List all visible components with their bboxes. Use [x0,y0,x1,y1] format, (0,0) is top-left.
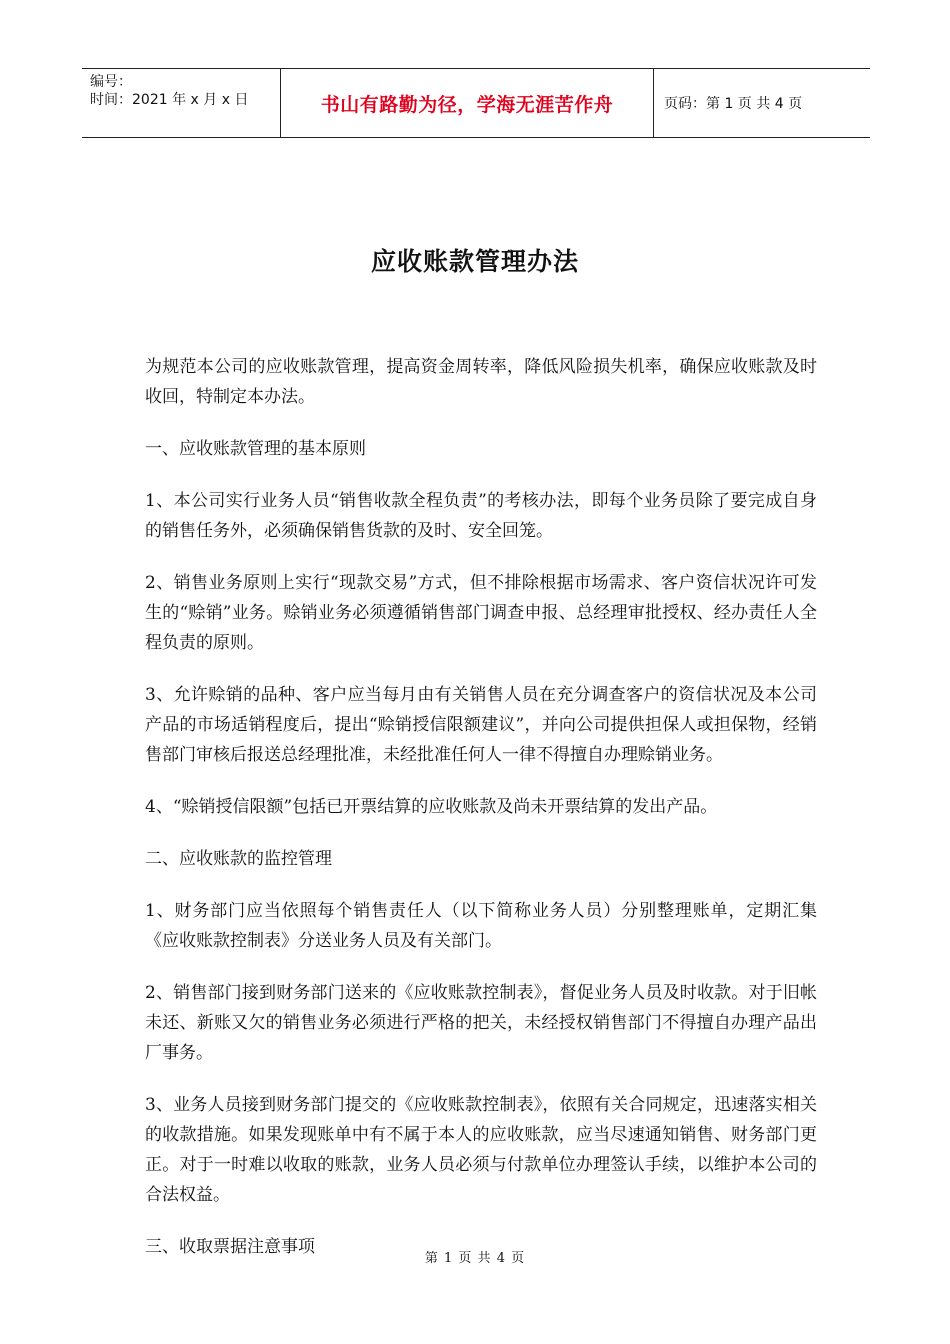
paragraph-1-1: 1、本公司实行业务人员“销售收款全程负责”的考核办法，即每个业务员除了要完成自身的销售任务外，必须确保销售货款的及时、安全回笼。 [145,491,817,541]
header-page-info: 页码：第 1 页 共 4 页 [664,96,803,112]
section-heading-3: 三、收取票据注意事项 [145,1237,315,1257]
document-body [145,352,817,1284]
document-date: 时间：2021 年 x 月 x 日 [90,92,249,108]
header-motto: 书山有路勤为径，学海无涯苦作舟 [281,69,654,137]
section-heading-2: 二、应收账款的监控管理 [145,849,332,869]
intro-paragraph: 为规范本公司的应收账款管理，提高资金周转率，降低风险损失机率，确保应收账款及时收回，特制定本办法。 [145,357,817,407]
paragraph-2-1: 1、财务部门应当依照每个销售责任人（以下简称业务人员）分别整理账单，定期汇集《应收账款控制表》分送业务人员及有关部门。 [145,901,817,951]
paragraph-2-3: 3、业务人员接到财务部门提交的《应收账款控制表》，依照有关合同规定，迅速落实相关的收款措施。如果发现账单中有不属于本人的应收账款，应当尽速通知销售、财务部门更正。对于一时难以收取的账款，业务人员必须与付款单位办理签认手续，以维护本公司的合法权益。 [145,1095,817,1205]
paragraph-1-2: 2、销售业务原则上实行“现款交易”方式，但不排除根据市场需求、客户资信状况许可发生的“赊销”业务。赊销业务必须遵循销售部门调查申报、总经理审批授权、经办责任人全程负责的原则。 [145,573,817,653]
paragraph-1-3: 3、允许赊销的品种、客户应当每月由有关销售人员在充分调查客户的资信状况及本公司产品的市场适销程度后，提出“赊销授信限额建议”，并向公司提供担保人或担保物，经销售部门审核后报送总经理批准，未经批准任何人一律不得擅自办理赊销业务。 [145,685,817,765]
paragraph-1-4: 4、“赊销授信限额”包括已开票结算的应收账款及尚未开票结算的发出产品。 [145,797,718,817]
paragraph-2-2: 2、销售部门接到财务部门送来的《应收账款控制表》，督促业务人员及时收款。对于旧帐未还、新账又欠的销售业务必须进行严格的把关，未经授权销售部门不得擅自办理产品出厂事务。 [145,983,817,1063]
page-header [82,68,870,138]
page-footer: 第 1 页 共 4 页 [424,1251,526,1266]
document-number-label: 编号： [90,74,132,90]
section-heading-1: 一、应收账款管理的基本原则 [145,439,366,459]
document-title: 应收账款管理办法 [370,247,579,276]
header-meta [82,69,281,137]
